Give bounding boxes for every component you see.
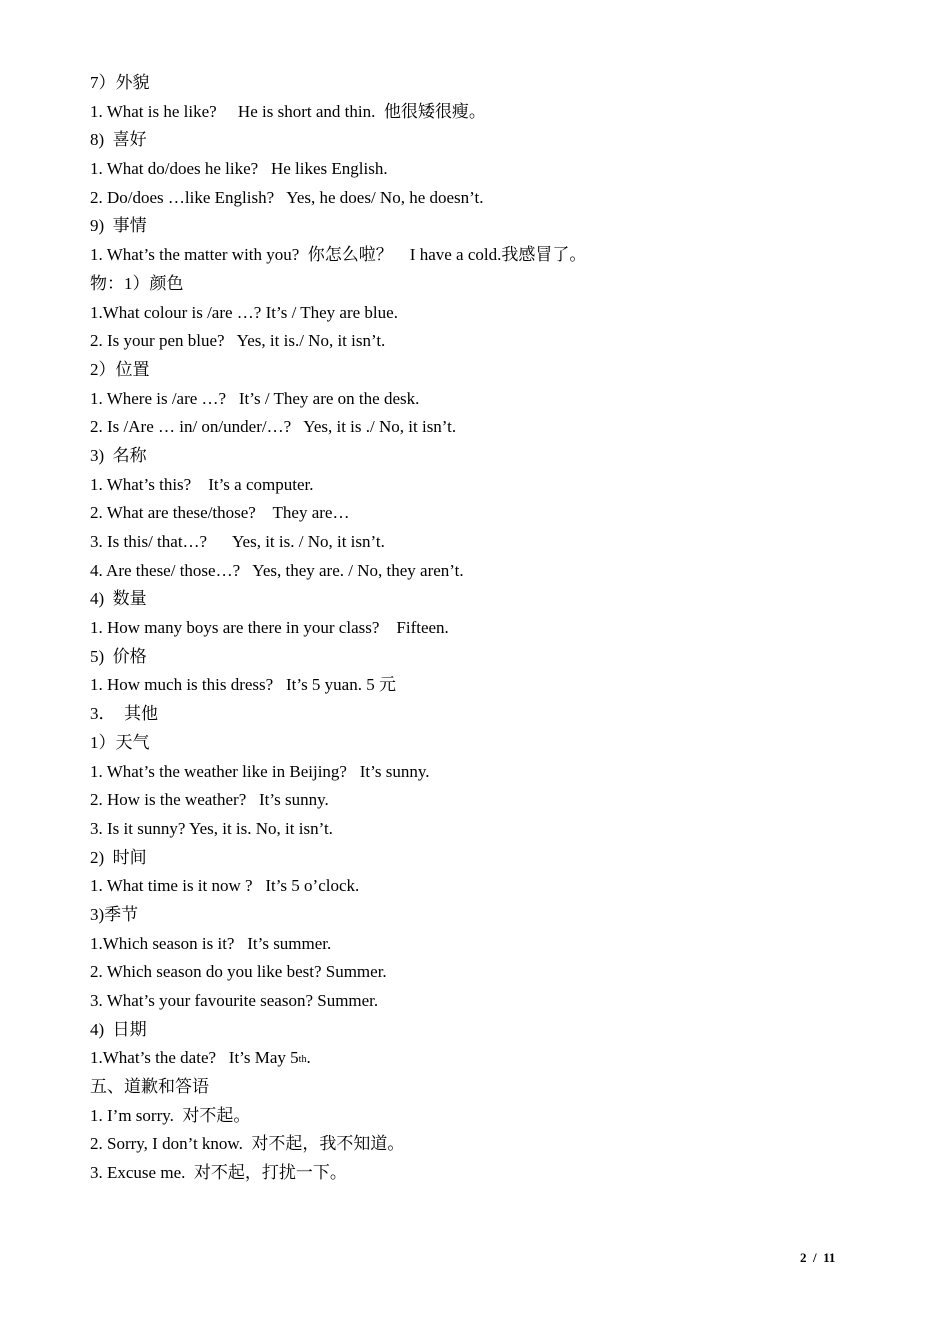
text-line: 3)季节 bbox=[90, 904, 139, 924]
text-line: 4) 日期 bbox=[90, 1019, 147, 1039]
text-line: 3) 名称 bbox=[90, 445, 147, 465]
text-line: 1. What’s the weather like in Beijing? It’s sunny. bbox=[90, 761, 430, 781]
text-line: 2. How is the weather? It’s sunny. bbox=[90, 790, 329, 810]
text-line: 1）天气 bbox=[90, 732, 150, 752]
text-line: 2) 时间 bbox=[90, 847, 147, 867]
document-content bbox=[90, 69, 870, 1188]
text-line: 7）外貌 bbox=[90, 73, 150, 92]
text-line: 3. What’s your favourite season? Summer. bbox=[90, 991, 379, 1010]
text-line: 2. Is your pen blue? Yes, it is./ No, it isn’t. bbox=[90, 331, 386, 351]
text-line: 1. How many boys are there in your class? Fifteen. bbox=[90, 618, 449, 638]
text-line: 1. What is he like? He is short and thin. 他很矮很瘦。 bbox=[90, 101, 486, 121]
text-line: 2）位置 bbox=[90, 359, 150, 379]
ordinal-suffix: th bbox=[298, 1054, 307, 1066]
text-line: 3. Is this/ that…? Yes, it is. / No, it isn’t. bbox=[90, 532, 385, 551]
text-line: 3. Is it sunny? Yes, it is. No, it isn’t. bbox=[90, 818, 333, 838]
text-line: 3． 其他 bbox=[90, 704, 158, 724]
text-line: 1. What’s the matter with you? 你怎么啦？ I have a cold.我感冒了。 bbox=[90, 245, 587, 265]
text-line: 1. Where is /are …? It’s / They are on the desk. bbox=[90, 388, 420, 408]
text-line: 8) 喜好 bbox=[90, 130, 147, 150]
text-line: 5) 价格 bbox=[90, 646, 147, 666]
text-line: 2. Which season do you like best? Summer. bbox=[90, 962, 387, 982]
date-line-prefix: 1.What’s the date? It’s May 5 bbox=[90, 1048, 299, 1068]
text-line: 2. Is /Are … in/ on/under/…? Yes, it is ./ No, it isn’t. bbox=[90, 417, 457, 437]
date-line-end: . bbox=[306, 1048, 311, 1068]
text-line: 2. Sorry, I don’t know. 对不起，我不知道。 bbox=[90, 1134, 405, 1154]
text-line: 1.What colour is /are …? It’s / They are blue. bbox=[90, 302, 398, 322]
text-line: 五、道歉和答语 bbox=[90, 1077, 209, 1097]
text-line: 1. What’s this? It’s a computer. bbox=[90, 474, 314, 494]
text-line: 4. Are these/ those…? Yes, they are. / No, they aren’t. bbox=[90, 560, 464, 580]
text-line: 1. How much is this dress? It’s 5 yuan. 5 元 bbox=[90, 675, 396, 695]
text-line: 2. Do/does …like English? Yes, he does/ No, he doesn’t. bbox=[90, 187, 484, 207]
text-line: 2. What are these/those? They are… bbox=[90, 503, 350, 523]
text-line: 物：1）颜色 bbox=[90, 273, 184, 293]
date-line bbox=[90, 1044, 870, 1073]
page-number: 2 / 11 bbox=[800, 1250, 836, 1265]
text-line: 4) 数量 bbox=[90, 589, 147, 609]
text-line: 1. I’m sorry. 对不起。 bbox=[90, 1105, 251, 1125]
text-line: 3. Excuse me. 对不起，打扰一下。 bbox=[90, 1163, 347, 1183]
text-line: 1. What do/does he like? He likes English. bbox=[90, 159, 388, 179]
text-line: 9) 事情 bbox=[90, 216, 147, 236]
text-line: 1. What time is it now ? It’s 5 o’clock. bbox=[90, 876, 360, 896]
text-line: 1.Which season is it? It’s summer. bbox=[90, 933, 332, 953]
